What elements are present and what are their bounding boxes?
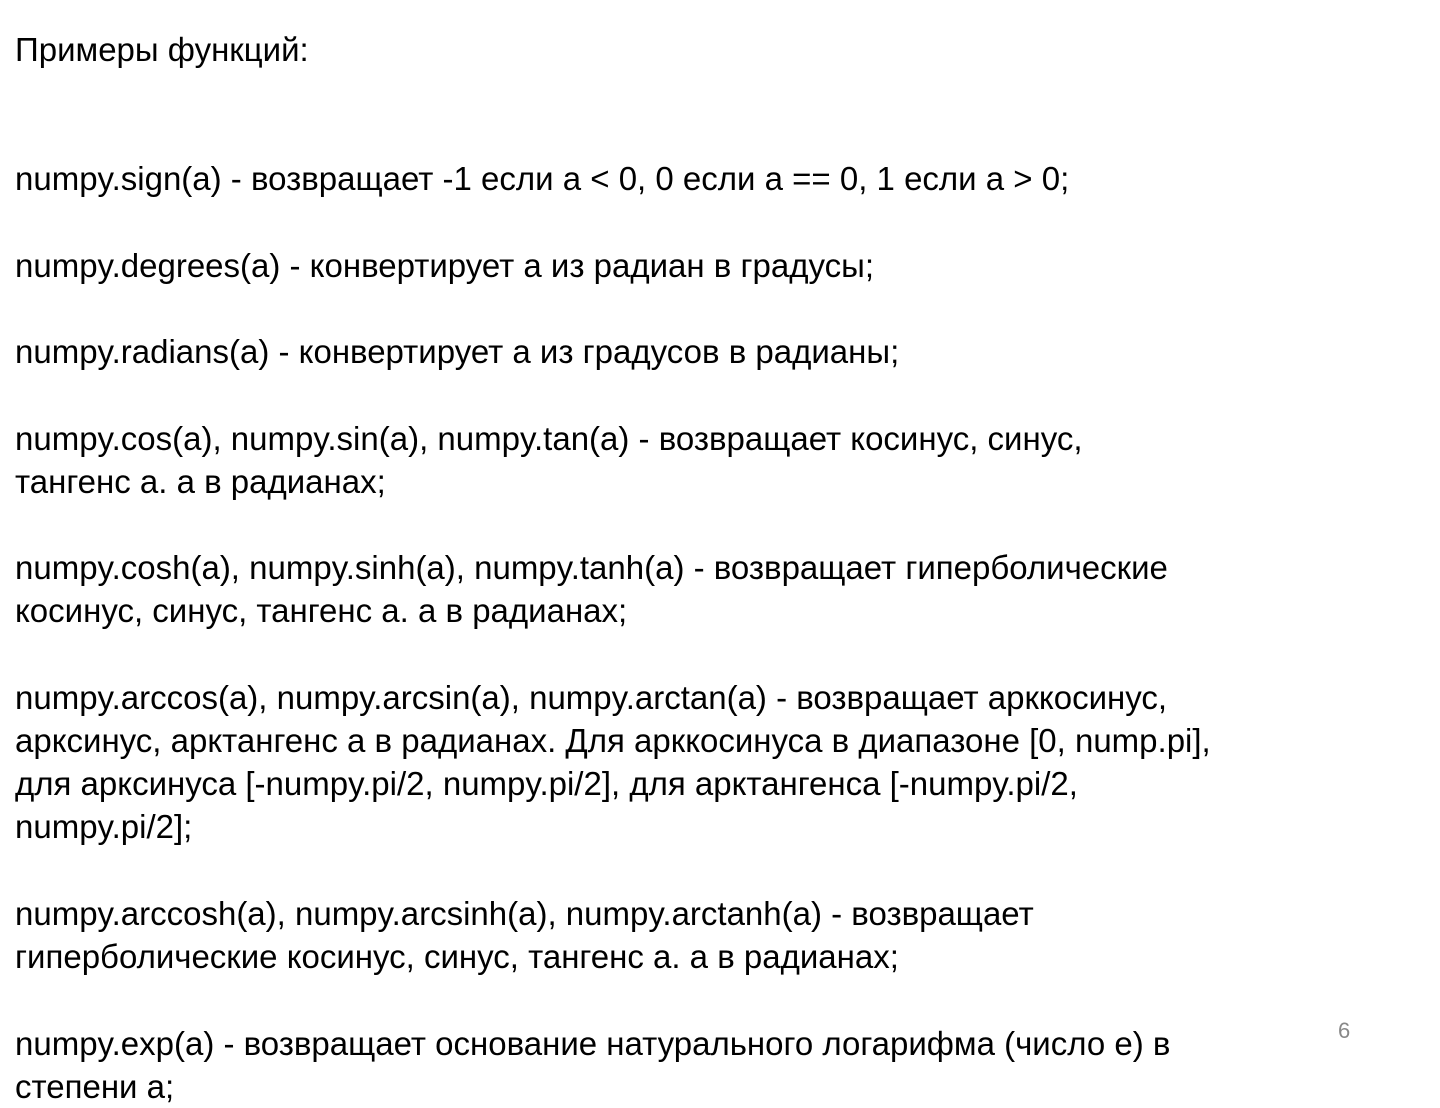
item-line: numpy.arccos(a), numpy.arcsin(a), numpy.arctan(a) - возвращает арккосинус, — [15, 679, 1168, 716]
item-line: numpy.pi/2]; — [15, 808, 193, 845]
item-line: numpy.radians(a) - конвертирует a из градусов в радианы; — [15, 333, 900, 370]
item-line: для арксинуса [-numpy.pi/2, numpy.pi/2], для арктангенса [-numpy.pi/2, — [15, 765, 1078, 802]
function-item-inverse-hyperbolic — [15, 892, 1415, 978]
item-line: numpy.degrees(a) - конвертирует a из радиан в градусы; — [15, 247, 875, 284]
item-line: numpy.arccosh(a), numpy.arcsinh(a), numpy.arctanh(a) - возвращает — [15, 895, 1034, 932]
function-item-exp — [15, 1022, 1415, 1108]
item-line: numpy.sign(a) - возвращает -1 если a < 0, 0 если a == 0, 1 если a > 0; — [15, 160, 1070, 197]
slide-title: Примеры функций: — [15, 31, 309, 68]
item-line: тангенс a. a в радианах; — [15, 463, 386, 500]
page-number: 6 — [1338, 1018, 1351, 1043]
item-line: numpy.cosh(a), numpy.sinh(a), numpy.tanh(a) - возвращает гиперболические — [15, 549, 1168, 586]
item-line: numpy.exp(a) - возвращает основание натурального логарифма (число e) в — [15, 1025, 1171, 1062]
function-item-hyperbolic — [15, 546, 1415, 632]
item-line: арксинус, арктангенс a в радианах. Для арккосинуса в диапазоне [0, nump.pi], — [15, 722, 1211, 759]
function-item-trig — [15, 417, 1415, 503]
item-line: гиперболические косинус, синус, тангенс a. a в радианах; — [15, 938, 899, 975]
function-item-radians — [15, 330, 1415, 373]
function-item-sign — [15, 157, 1415, 200]
item-line: numpy.cos(a), numpy.sin(a), numpy.tan(a) - возвращает косинус, синус, — [15, 420, 1083, 457]
item-line: степени a; — [15, 1068, 175, 1105]
function-item-inverse-trig — [15, 676, 1415, 848]
function-item-degrees — [15, 244, 1415, 287]
item-line: косинус, синус, тангенс a. a в радианах; — [15, 592, 628, 629]
